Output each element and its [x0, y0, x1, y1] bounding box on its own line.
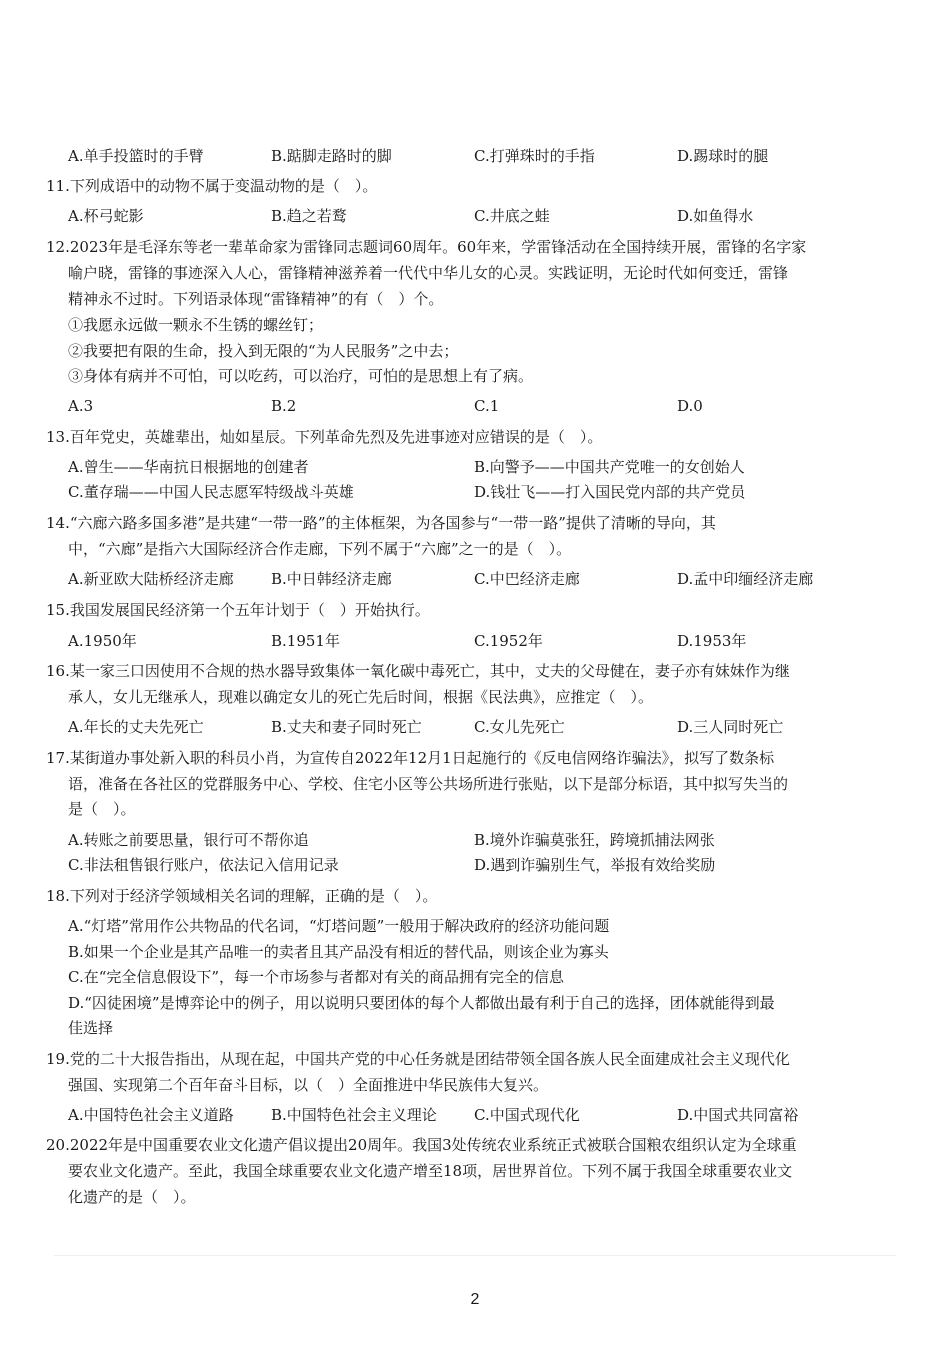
q12-item-2: ②我要把有限的生命，投入到无限的“为人民服务”之中去；	[68, 342, 459, 360]
q10-option-a: A.单手投篮时的手臂	[68, 147, 204, 165]
q16-option-d: D.三人同时死亡	[677, 718, 784, 736]
q16-option-c: C.女儿先死亡	[474, 718, 565, 736]
q15-stem: 15.我国发展国民经济第一个五年计划于（ ）开始执行。	[46, 601, 430, 619]
q19-option-c: C.中国式现代化	[474, 1106, 580, 1124]
q16-option-b: B.丈夫和妻子同时死亡	[271, 718, 422, 736]
page-number: 2	[470, 1291, 480, 1308]
q14-stem-line-1: 14.“六廊六路多国多港”是共建“一带一路”的主体框架，为各国参与“一带一路”提供了清晰的导向，其	[46, 514, 716, 532]
q18-option-b: B.如果一个企业是其产品唯一的卖者且其产品没有相近的替代品，则该企业为寡头	[68, 943, 609, 961]
q17-options-row-2	[68, 855, 888, 875]
q17-stem-line-3: 是（ ）。	[68, 800, 136, 818]
q14-option-b: B.中日韩经济走廊	[271, 570, 392, 588]
q16-option-a: A.年长的丈夫先死亡	[68, 718, 204, 736]
q15-option-b: B.1951年	[271, 632, 340, 650]
q17-option-b: B.境外诈骗莫张狂，跨境抓捕法网张	[474, 831, 715, 849]
q14-stem-line-2: 中，“六廊”是指六大国际经济合作走廊，下列不属于“六廊”之一的是（ ）。	[68, 540, 572, 558]
q19-option-a: A.中国特色社会主义道路	[68, 1106, 234, 1124]
q11-option-d: D.如鱼得水	[677, 207, 754, 225]
q12-stem-line-2: 喻户晓，雷锋的事迹深入人心，雷锋精神滋养着一代代中华儿女的心灵。实践证明，无论时代如何变迁，雷锋	[68, 264, 789, 282]
q10-option-c: C.打弹珠时的手指	[474, 147, 595, 165]
q16-stem-line-1: 16.某一家三口因使用不合规的热水器导致集体一氧化碳中毒死亡，其中，丈夫的父母健在，妻子亦有妹妹作为继	[46, 662, 790, 680]
q13-stem: 13.百年党史，英雄辈出，灿如星辰。下列革命先烈及先进事迹对应错误的是（ ）。	[46, 428, 603, 446]
q10-option-d: D.踢球时的腿	[677, 147, 769, 165]
q12-stem-line-1: 12.2023年是毛泽东等老一辈革命家为雷锋同志题词60周年。60年来，学雷锋活动在全国持续开展，雷锋的名字家	[46, 238, 807, 256]
q13-option-d: D.钱壮飞——打入国民党内部的共产党员	[474, 483, 746, 501]
q18-option-d: D.“囚徒困境”是博弈论中的例子，用以说明只要团体的每个人都做出最有利于自己的选择，团体就能得到最	[68, 994, 775, 1012]
q11-options	[68, 206, 888, 226]
q16-options	[68, 717, 888, 737]
q10-option-b: B.踮脚走路时的脚	[271, 147, 392, 165]
q18-option-a: A.“灯塔”常用作公共物品的代名词，“灯塔问题”一般用于解决政府的经济功能问题	[68, 917, 610, 935]
q12-option-a: A.3	[68, 397, 94, 415]
q14-options	[68, 569, 888, 589]
q19-options	[68, 1105, 888, 1125]
q20-stem-line-2: 要农业文化遗产。至此，我国全球重要农业文化遗产增至18项，居世界首位。下列不属于我国全球重要农业文	[68, 1162, 793, 1180]
q20-stem-line-1: 20.2022年是中国重要农业文化遗产倡议提出20周年。我国3处传统农业系统正式被联合国粮农组织认定为全球重	[46, 1136, 797, 1154]
footer-divider	[54, 1255, 896, 1256]
q12-item-1: ①我愿永远做一颗永不生锈的螺丝钉；	[68, 316, 324, 334]
q18-stem: 18.下列对于经济学领域相关名词的理解，正确的是（ ）。	[46, 887, 438, 905]
q13-options-row-1	[68, 457, 888, 477]
q12-option-c: C.1	[474, 397, 500, 415]
q17-stem-line-1: 17.某街道办事处新入职的科员小肖，为宣传自2022年12月1日起施行的《反电信网络诈骗法》，拟写了数条标	[46, 749, 775, 767]
q14-option-d: D.孟中印缅经济走廊	[677, 570, 814, 588]
q12-item-3: ③身体有病并不可怕，可以吃药，可以治疗，可怕的是思想上有了病。	[68, 367, 534, 385]
q14-option-c: C.中巴经济走廊	[474, 570, 580, 588]
q15-option-d: D.1953年	[677, 632, 747, 650]
q12-option-b: B.2	[271, 397, 297, 415]
q15-option-c: C.1952年	[474, 632, 543, 650]
q11-option-b: B.趋之若鹜	[271, 207, 347, 225]
q11-option-a: A.杯弓蛇影	[68, 207, 144, 225]
q17-option-c: C.非法租售银行账户，依法记入信用记录	[68, 856, 339, 874]
q10-options	[68, 146, 888, 166]
q17-option-a: A.转账之前要思量，银行可不帮你追	[68, 831, 309, 849]
q18-option-c: C.在“完全信息假设下”，每一个市场参与者都对有关的商品拥有完全的信息	[68, 968, 565, 986]
q14-option-a: A.新亚欧大陆桥经济走廊	[68, 570, 234, 588]
q19-option-d: D.中国式共同富裕	[677, 1106, 799, 1124]
q15-option-a: A.1950年	[68, 632, 137, 650]
q13-option-a: A.曾生——华南抗日根据地的创建者	[68, 458, 309, 476]
q12-options	[68, 396, 888, 416]
q13-options-row-2	[68, 482, 888, 502]
q12-stem-line-3: 精神永不过时。下列语录体现“雷锋精神”的有（ ）个。	[68, 290, 444, 308]
q13-option-b: B.向警予——中国共产党唯一的女创始人	[474, 458, 745, 476]
q15-options	[68, 631, 888, 651]
q17-stem-line-2: 语，准备在各社区的党群服务中心、学校、住宅小区等公共场所进行张贴，以下是部分标语，其中拟写失当的	[68, 775, 789, 793]
q17-option-d: D.遇到诈骗别生气，举报有效给奖励	[474, 856, 716, 874]
q12-option-d: D.0	[677, 397, 703, 415]
q17-options-row-1	[68, 830, 888, 850]
q16-stem-line-2: 承人，女儿无继承人，现难以确定女儿的死亡先后时间，根据《民法典》，应推定（ ）。	[68, 688, 654, 706]
q13-option-c: C.董存瑞——中国人民志愿军特级战斗英雄	[68, 483, 354, 501]
q20-stem-line-3: 化遗产的是（ ）。	[68, 1188, 196, 1206]
q18-option-d-cont: 佳选择	[68, 1019, 114, 1037]
q19-stem-line-2: 强国、实现第二个百年奋斗目标，以（ ）全面推进中华民族伟大复兴。	[68, 1076, 549, 1094]
q11-stem: 11.下列成语中的动物不属于变温动物的是（ ）。	[46, 177, 378, 195]
q19-stem-line-1: 19.党的二十大报告指出，从现在起，中国共产党的中心任务就是团结带领全国各族人民全面建成社会主义现代化	[46, 1050, 790, 1068]
q19-option-b: B.中国特色社会主义理论	[271, 1106, 437, 1124]
q11-option-c: C.井底之蛙	[474, 207, 550, 225]
